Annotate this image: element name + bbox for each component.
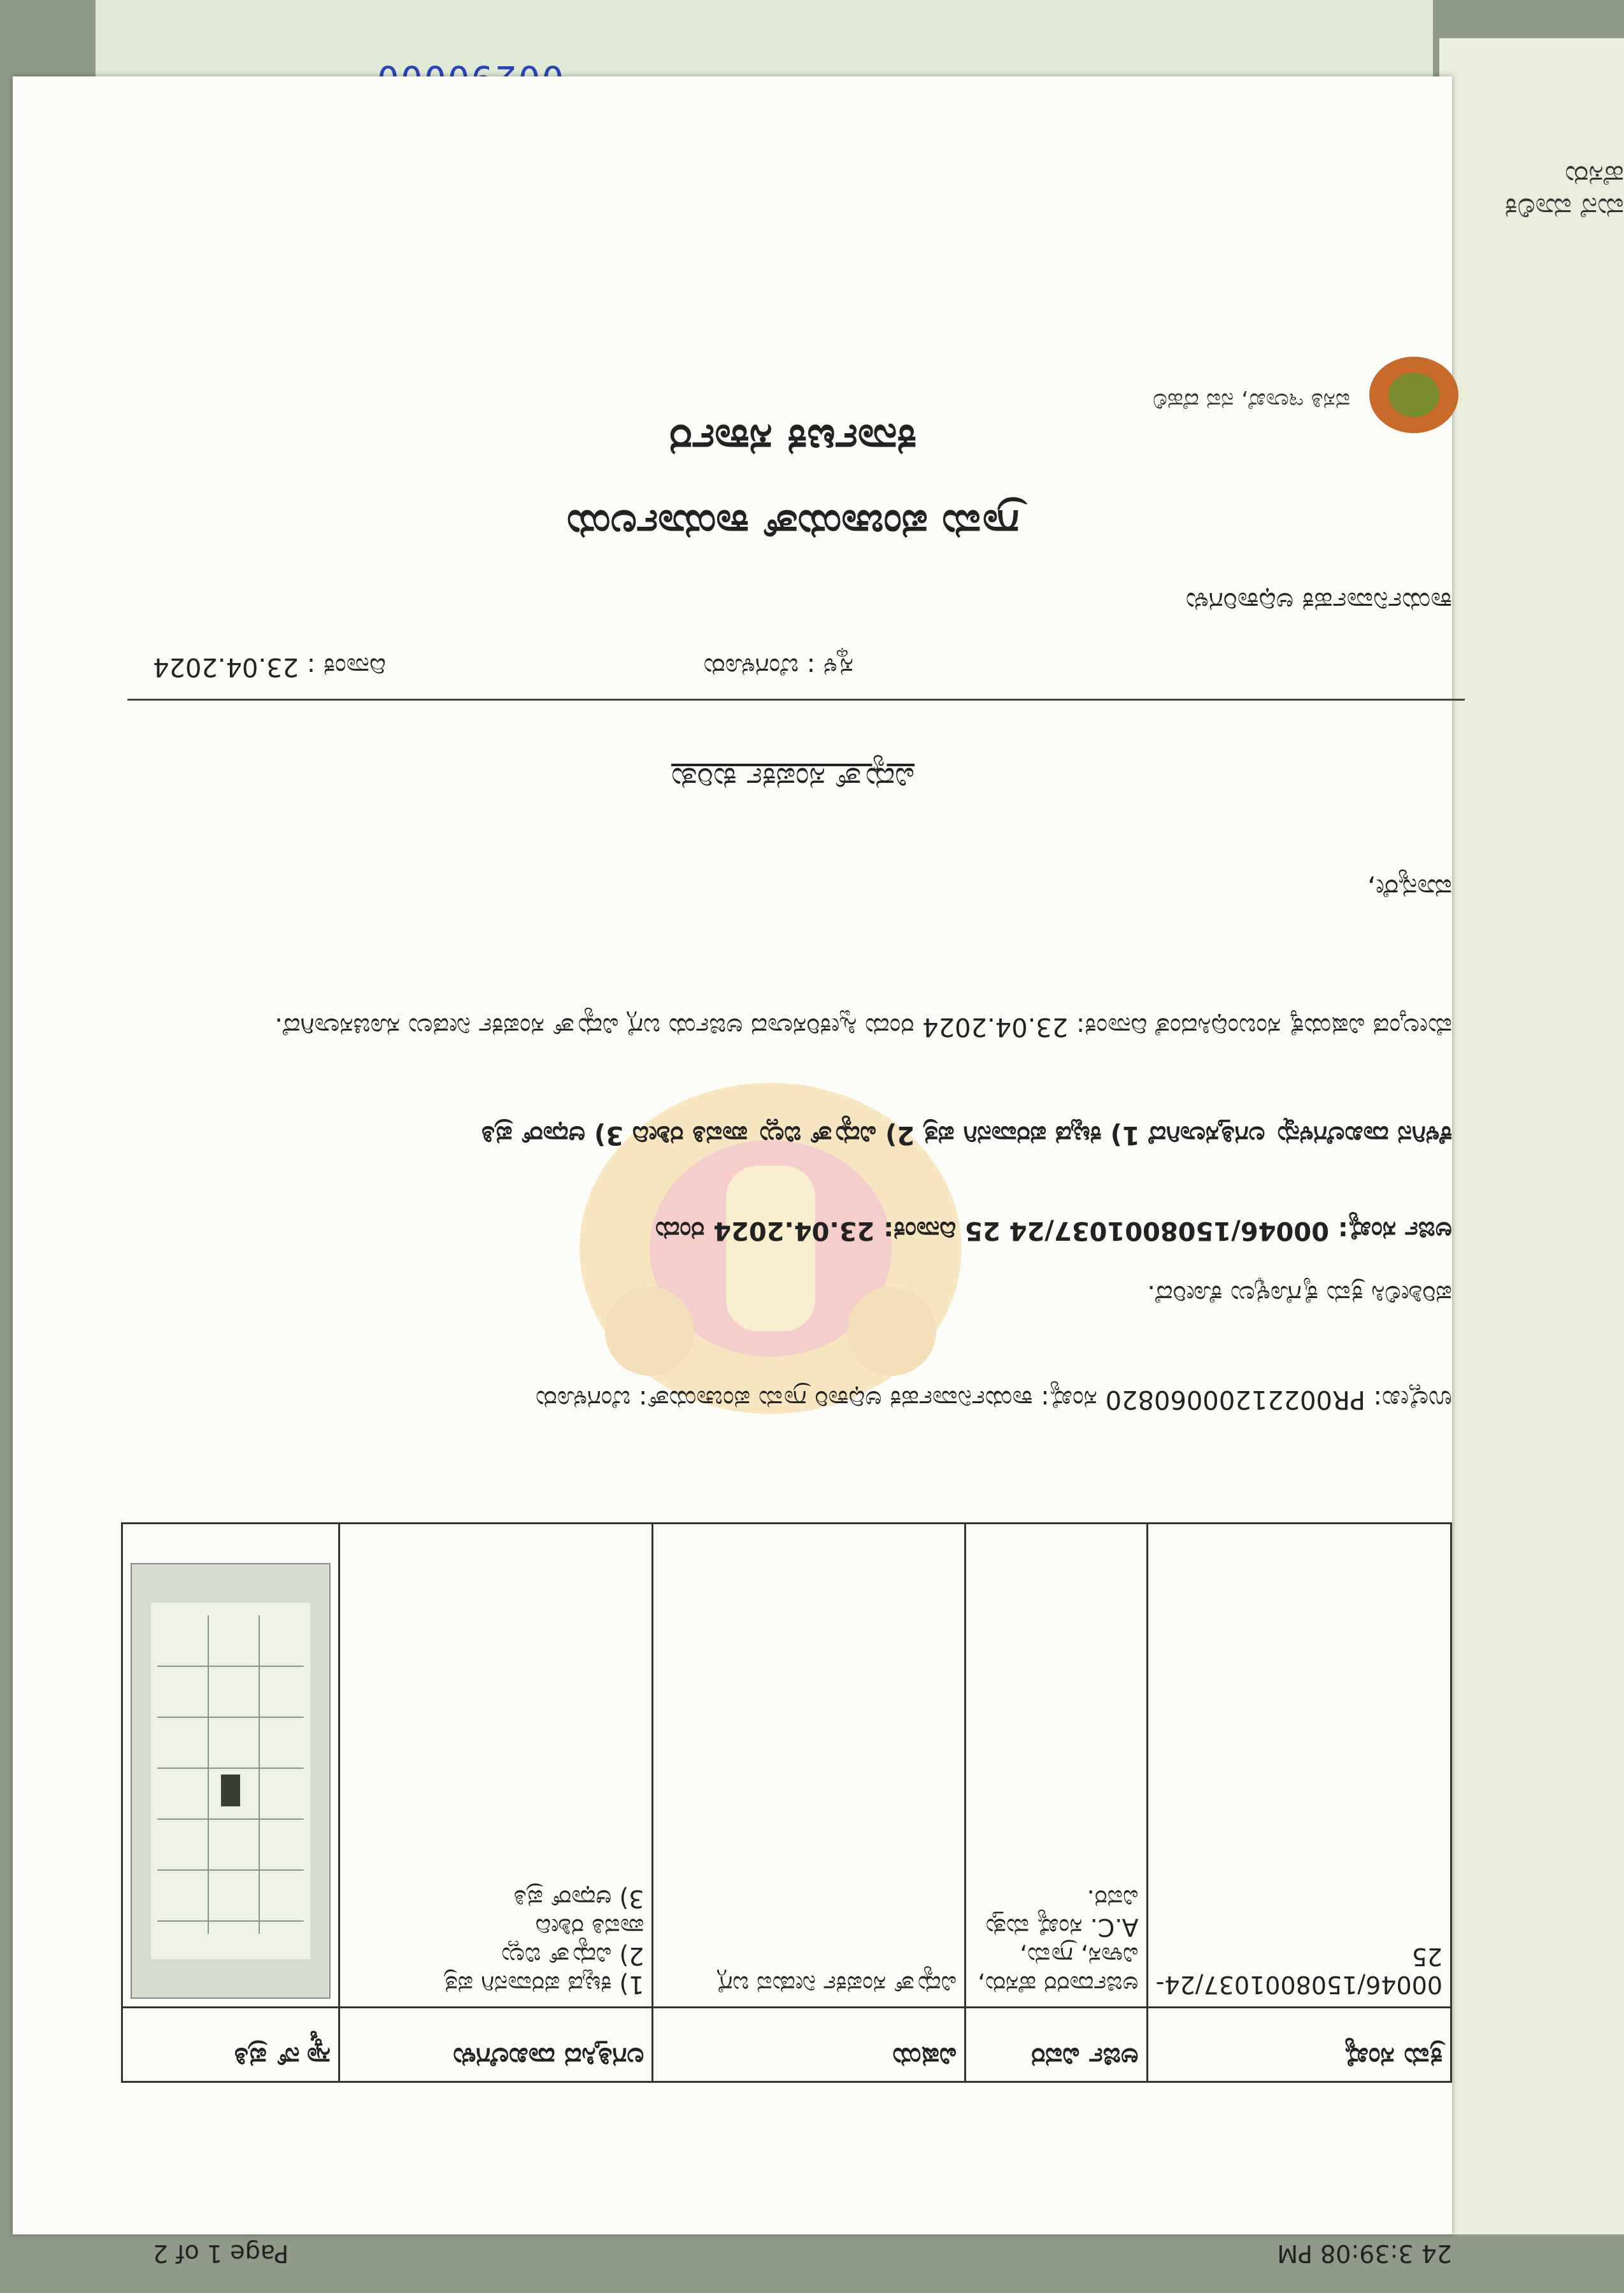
paragraph-2: ಕೆಳಗಿನ ದಾಖಲೆಗಳನ್ನು ಲಗತ್ತಿಸಲಾಗಿದೆ 1) ಕಟ್ಟಡ ಪರವಾನಗಿ ಪತ್ರ 2) ವಿದ್ಯುತ್ ಬಿಲ್ಲು ಪಾವತಿ ರಶೀದಿ 3) ಆಧಾರ್ ಪ್ರತಿ — [481, 1120, 1452, 1150]
letter-page — [13, 76, 1452, 2268]
salutation: ಮಾನ್ಯರೇ, — [1367, 873, 1452, 904]
government-title: ಕರ್ನಾಟಕ ಸರ್ಕಾರ — [669, 415, 917, 465]
header-divider — [127, 699, 1465, 701]
table-row — [122, 1524, 1451, 2008]
letter-content-rotated — [108, 268, 1478, 2293]
department-name: ವಸತಿ ಇಲಾಖೆ, ನವ ದೆಹಲಿ — [1153, 388, 1350, 414]
letter-subject: ವಿದ್ಯುತ್ ಸಂಪರ್ಕ ಕುರಿತು — [671, 761, 915, 796]
date-line: ದಿನಾಂಕ : 23.04.2024 — [153, 652, 386, 682]
paragraph-3: ಅರ್ಜಿ ಸಂಖ್ಯೆ: 00046/1508001037/24 25 ದಿನಾಂಕ: 23.04.2024 ರಂದು — [655, 1216, 1452, 1245]
table-header: ಕ್ರಮ ಸಂಖ್ಯೆ — [1147, 2008, 1451, 2082]
table-header: ಅರ್ಜಿ ವಿವರ — [965, 2008, 1148, 2082]
paragraph-4: ಪರಿಶೀಲಿಸಿ ಕ್ರಮ ಕೈಗೊಳ್ಳಲು ಕೋರಿದೆ. — [1147, 1280, 1452, 1309]
scanned-document-thumbnail — [131, 1563, 331, 1999]
paragraph-1: ಮೇಲ್ಕಂಡ ವಿಷಯಕ್ಕೆ ಸಂಬಂಧಿಸಿದಂತೆ ದಿನಾಂಕ: 23.04.2024 ರಂದು ಸ್ವೀಕರಿಸಲಾದ ಅರ್ಜಿಯ ಬಗ್ಗೆ ವಿದ್ಯುತ್ ಸಂಪರ್ಕ ನೀಡಲು ಸೂಚಿಸಲಾಗಿದೆ. — [274, 1012, 1452, 1041]
cell-subject: ವಿದ್ಯುತ್ ಸಂಪರ್ಕ ನೀಡುವ ಬಗ್ಗೆ — [653, 1524, 965, 2008]
reference-line: ಉಲ್ಲೇಖ: PR00221200060820 ಸಂಖ್ಯೆ: ಕಾರ್ಯನಿರ್ವಾಹಕ ಅಧಿಕಾರಿ ಗ್ರಾಮ ಪಂಚಾಯತ್: ಬೆಂಗಳೂರು — [535, 1385, 1452, 1414]
table-header-row — [122, 2008, 1451, 2082]
addressee: ಕಾರ್ಯನಿರ್ವಾಹಕ ಅಧಿಕಾರಿಗಳು — [1185, 587, 1452, 618]
side-paper-text: ಮನೆ ಮಾಲಿಕ ಹೆಸರು — [1504, 159, 1624, 224]
table-header: ವಿಷಯ — [653, 2008, 965, 2082]
footer-page-number: Page 1 of 2 — [153, 2239, 289, 2268]
cell-details: ಅರ್ಜಿದಾರರ ಹೆಸರು, ವಿಳಾಸ, ಗ್ರಾಮ, A.C. ಸಂಖ್ಯೆ ಮತ್ತು ವಿವರ. — [965, 1524, 1148, 2008]
application-table — [121, 1522, 1452, 2083]
table-header: ಲಗತ್ತಿಸಿದ ದಾಖಲೆಗಳು — [339, 2008, 653, 2082]
place-line: ಸ್ಥಳ : ಬೆಂಗಳೂರು — [703, 652, 853, 682]
office-title: ಗ್ರಾಮ ಪಂಚಾಯತ್ ಕಾರ್ಯಾಲಯ — [566, 501, 1020, 548]
footer-timestamp: 24 3:39:08 PM — [1277, 2239, 1452, 2268]
table-header: ಸ್ಕ್ಯಾನ್ ಪ್ರತಿ — [122, 2008, 339, 2082]
cell-documents: 1) ಕಟ್ಟಡ ಪರವಾನಗಿ ಪತ್ರ 2) ವಿದ್ಯುತ್ ಬಿಲ್ಲು ಪಾವತಿ ರಶೀದಿ 3) ಆಧಾರ್ ಪ್ರತಿ — [339, 1524, 653, 2008]
cell-scan — [122, 1524, 339, 2008]
cell-number: 00046/1508001037/24-25 — [1147, 1524, 1451, 2008]
